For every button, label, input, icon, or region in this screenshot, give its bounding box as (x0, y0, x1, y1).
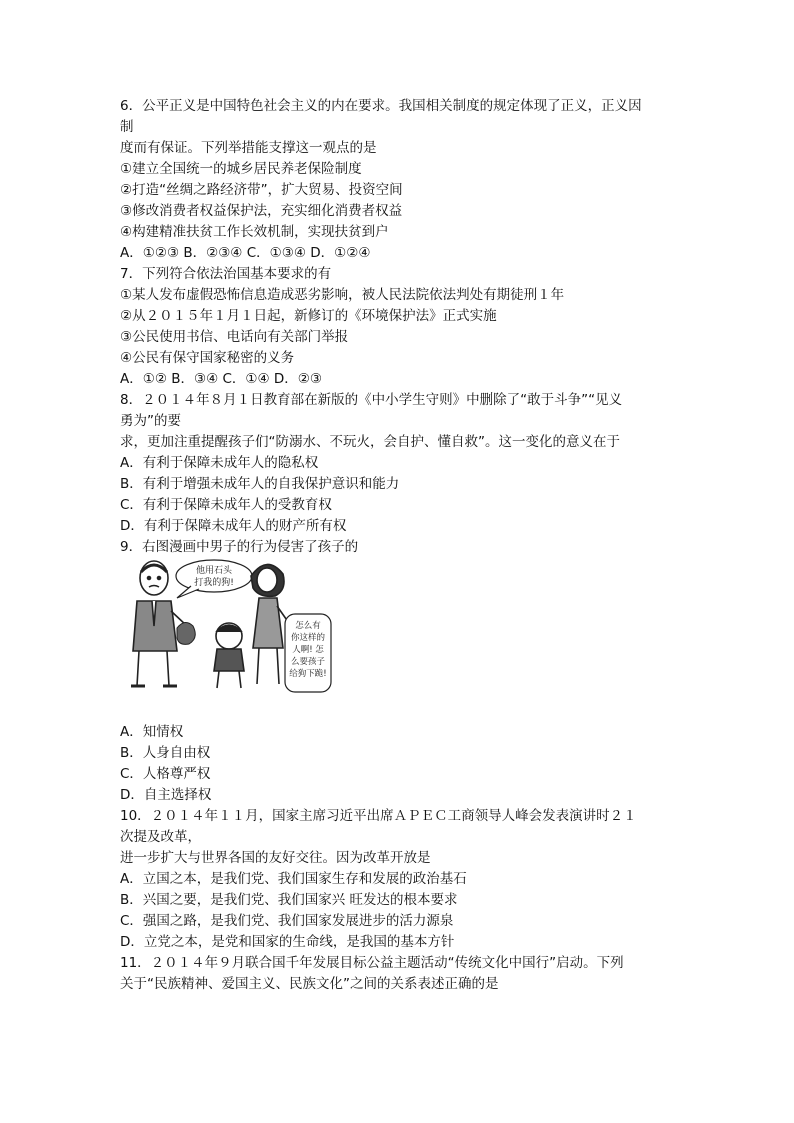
q10-stem-line2: 进一步扩大与世界各国的友好交往。因为改革开放是 (120, 850, 431, 866)
child-figure (214, 623, 244, 688)
q6-stem-line1-wrap: 制 (120, 119, 134, 135)
q7-choices: A．①② B．③④ C．①④ D．②③ (120, 371, 323, 387)
q6-option-3: ③修改消费者权益保护法，充实细化消费者权益 (120, 203, 403, 219)
svg-text:他用石头: 他用石头 (195, 566, 233, 576)
svg-text:打我的狗!: 打我的狗! (194, 578, 234, 588)
q7-option-3: ③公民使用书信、电话向有关部门举报 (120, 329, 349, 345)
q6-choices: A．①②③ B．②③④ C．①③④ D．①②④ (120, 245, 371, 261)
q7-option-4: ④公民有保守国家秘密的义务 (120, 350, 295, 366)
q8-option-d: D．有利于保障未成年人的财产所有权 (120, 518, 347, 534)
q8-option-b: B．有利于增强未成年人的自我保护意识和能力 (120, 476, 400, 492)
q6-stem-line2: 度而有保证。下列举措能支撑这一观点的是 (120, 140, 377, 156)
q7-stem: 7．下列符合依法治国基本要求的有 (120, 266, 332, 282)
q10-option-c: C．强国之路，是我们党、我们国家发展进步的活力源泉 (120, 913, 454, 929)
q10-stem-line1: 10．２０１４年１１月，国家主席习近平出席ＡＰＥＣ工商领导人峰会发表演讲时２１ (120, 808, 637, 824)
q6-option-2: ②打造“丝绸之路经济带”，扩大贸易、投资空间 (120, 182, 403, 198)
q6-stem-line1: 6．公平正义是中国特色社会主义的内在要求。我国相关制度的规定体现了正义，正义因 (120, 98, 642, 114)
q9-option-c: C．人格尊严权 (120, 766, 211, 782)
q8-option-c: C．有利于保障未成年人的受教育权 (120, 497, 332, 513)
q7-option-2: ②从２０１５年１月１日起，新修订的《环境保护法》正式实施 (120, 308, 497, 324)
q9-option-a: A．知情权 (120, 724, 184, 740)
q9-option-d: D．自主选择权 (120, 787, 212, 803)
svg-text:你这样的: 你这样的 (290, 633, 326, 643)
q11-stem-line2: 关于“民族精神、爱国主义、民族文化”之间的关系表述正确的是 (120, 976, 499, 992)
svg-text:怎么有: 怎么有 (295, 621, 321, 631)
svg-text:么要孩子: 么要孩子 (290, 657, 326, 667)
q10-option-b: B．兴国之要，是我们党、我们国家兴 旺发达的根本要求 (120, 892, 458, 908)
q10-option-a: A．立国之本，是我们党、我们国家生存和发展的政治基石 (120, 871, 467, 887)
q8-stem-line2: 求，更加注重提醒孩子们“防溺水、不玩火，会自护、懂自救”。这一变化的意义在于 (120, 434, 620, 450)
q8-stem-line1-wrap: 勇为”的要 (120, 413, 181, 429)
q9-stem: 9．右图漫画中男子的行为侵害了孩子的 (120, 539, 359, 555)
svg-text:人啊! 怎: 人啊! 怎 (292, 645, 324, 655)
q8-option-a: A．有利于保障未成年人的隐私权 (120, 455, 319, 471)
q10-option-d: D．立党之本，是党和国家的生命线，是我国的基本方针 (120, 934, 455, 950)
q10-stem-line1-wrap: 次提及改革， (120, 829, 201, 845)
q8-stem-line1: 8．２０１４年８月１日教育部在新版的《中小学生守则》中删除了“敢于斗争”“见义 (120, 392, 623, 408)
woman-speech-bubble (285, 614, 331, 692)
cartoon-illustration (119, 556, 334, 696)
pet-figure (177, 622, 195, 644)
q9-option-b: B．人身自由权 (120, 745, 211, 761)
q6-option-4: ④构建精准扶贫工作长效机制，实现扶贫到户 (120, 224, 389, 240)
q7-option-1: ①某人发布虚假恐怖信息造成恶劣影响，被人民法院依法判处有期徒刑１年 (120, 287, 565, 303)
q11-stem-line1: 11．２０１４年９月联合国千年发展目标公益主题活动“传统文化中国行”启动。下列 (120, 955, 624, 971)
svg-text:给狗下跪!: 给狗下跪! (289, 669, 327, 679)
q6-option-1: ①建立全国统一的城乡居民养老保险制度 (120, 161, 362, 177)
man-speech-bubble (176, 560, 252, 598)
